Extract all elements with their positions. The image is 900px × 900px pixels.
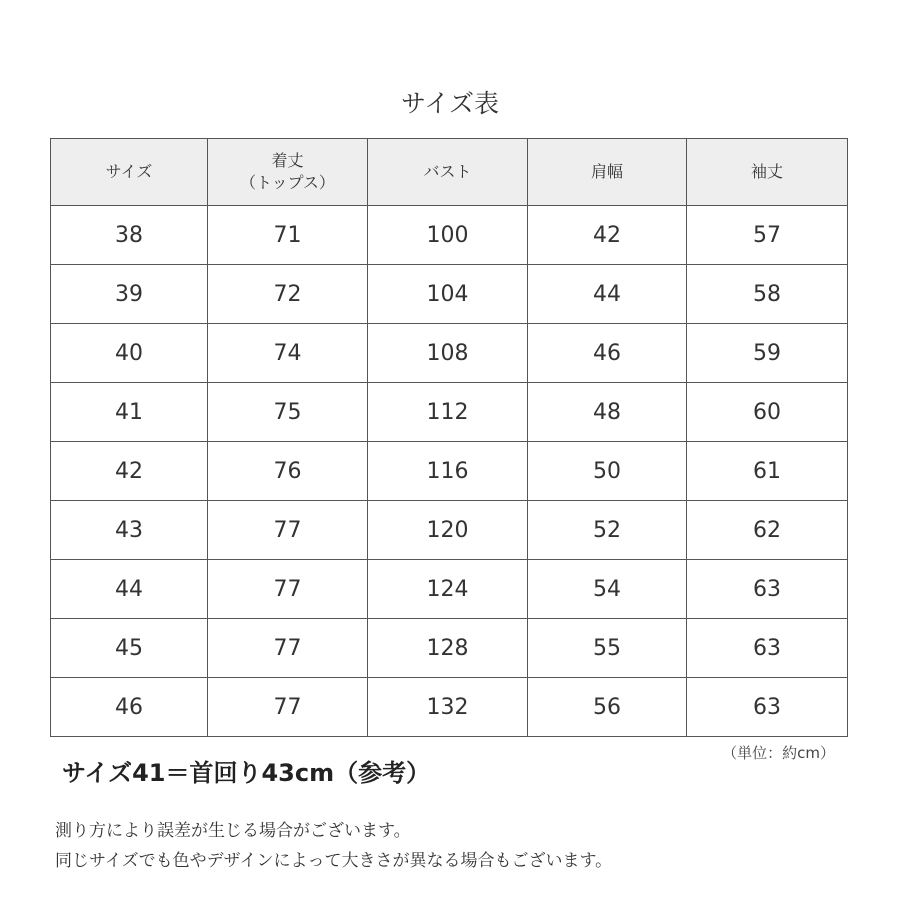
table-cell: 124	[368, 560, 528, 619]
unit-note: （単位：約cm）	[722, 744, 835, 762]
header-label: バスト	[423, 162, 472, 181]
table-cell: 74	[208, 324, 368, 383]
header-label: 着丈	[271, 151, 304, 170]
table-cell: 116	[368, 442, 528, 501]
table-cell: 128	[368, 619, 528, 678]
table-cell: 59	[687, 324, 848, 383]
table-cell: 62	[687, 501, 848, 560]
table-cell: 41	[51, 383, 208, 442]
header-label: 肩幅	[590, 162, 623, 181]
table-row	[51, 678, 848, 737]
table-cell: 72	[208, 265, 368, 324]
neck-size-note: サイズ41＝首回り43cm（参考）	[62, 759, 431, 787]
table-row	[51, 324, 848, 383]
header-sleeve	[687, 139, 848, 206]
disclaimer-line: 測り方により誤差が生じる場合がございます。	[55, 821, 411, 841]
table-cell: 46	[528, 324, 687, 383]
table-body	[51, 206, 848, 737]
table-cell: 108	[368, 324, 528, 383]
size-table	[50, 138, 848, 737]
table-row	[51, 206, 848, 265]
table-cell: 63	[687, 678, 848, 737]
header-length	[208, 139, 368, 206]
table-row	[51, 383, 848, 442]
table-cell: 44	[528, 265, 687, 324]
table-row	[51, 619, 848, 678]
table-cell: 56	[528, 678, 687, 737]
table-row	[51, 442, 848, 501]
table-cell: 58	[687, 265, 848, 324]
table-cell: 104	[368, 265, 528, 324]
table-cell: 76	[208, 442, 368, 501]
table-cell: 75	[208, 383, 368, 442]
table-header-row	[51, 139, 848, 206]
table-cell: 120	[368, 501, 528, 560]
table-cell: 52	[528, 501, 687, 560]
table-cell: 42	[51, 442, 208, 501]
table-row	[51, 501, 848, 560]
table-cell: 43	[51, 501, 208, 560]
header-size	[51, 139, 208, 206]
table-cell: 100	[368, 206, 528, 265]
table-cell: 54	[528, 560, 687, 619]
table-cell: 38	[51, 206, 208, 265]
table-cell: 77	[208, 678, 368, 737]
table-cell: 39	[51, 265, 208, 324]
header-bust	[368, 139, 528, 206]
table-cell: 77	[208, 501, 368, 560]
table-cell: 50	[528, 442, 687, 501]
table-cell: 112	[368, 383, 528, 442]
header-shoulder	[528, 139, 687, 206]
table-cell: 48	[528, 383, 687, 442]
table-cell: 46	[51, 678, 208, 737]
table-cell: 132	[368, 678, 528, 737]
table-cell: 40	[51, 324, 208, 383]
header-label: サイズ	[105, 162, 153, 181]
table-row	[51, 560, 848, 619]
table-cell: 61	[687, 442, 848, 501]
header-sublabel: （トップス）	[240, 173, 335, 192]
table-cell: 71	[208, 206, 368, 265]
disclaimer-line: 同じサイズでも色やデザインによって大きさが異なる場合もございます。	[55, 851, 613, 871]
table-cell: 60	[687, 383, 848, 442]
header-label: 袖丈	[750, 162, 783, 181]
table-cell: 42	[528, 206, 687, 265]
table-cell: 63	[687, 560, 848, 619]
table-cell: 63	[687, 619, 848, 678]
table-cell: 57	[687, 206, 848, 265]
table-cell: 45	[51, 619, 208, 678]
table-cell: 77	[208, 560, 368, 619]
table-cell: 44	[51, 560, 208, 619]
table-cell: 77	[208, 619, 368, 678]
table-row	[51, 265, 848, 324]
table-cell: 55	[528, 619, 687, 678]
page-title: サイズ表	[400, 89, 499, 118]
